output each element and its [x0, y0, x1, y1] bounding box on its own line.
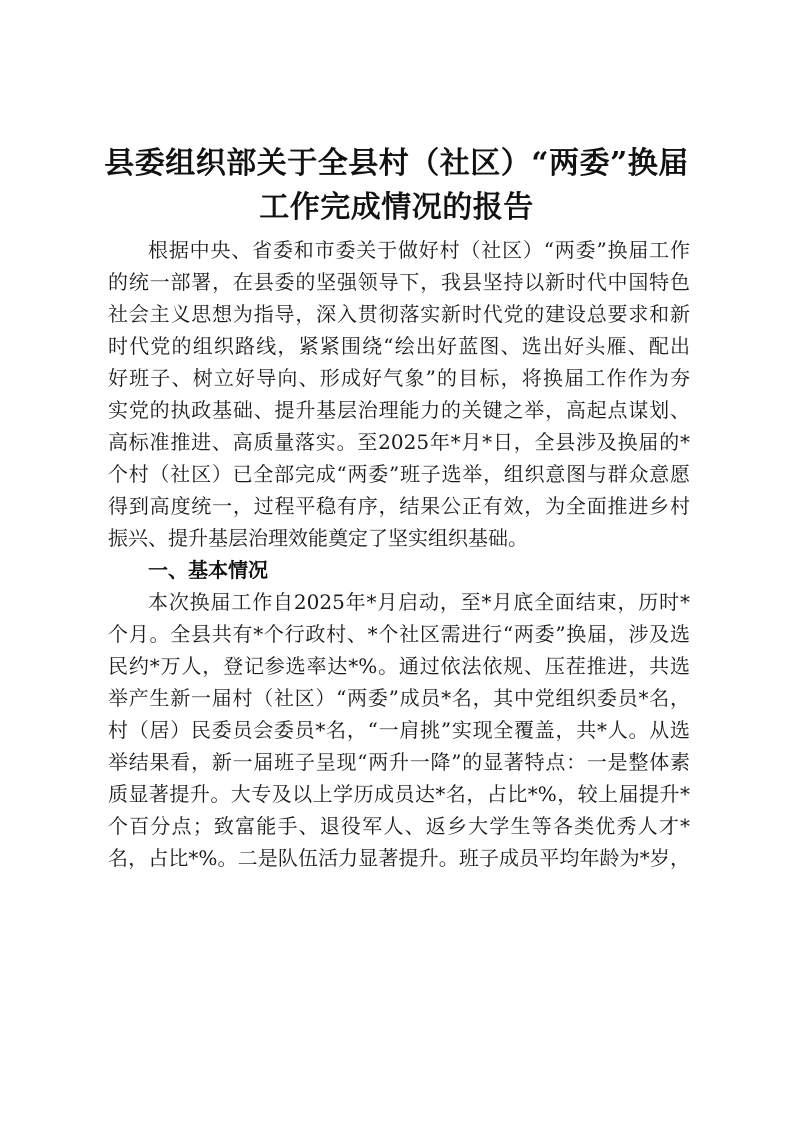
- section-line: 个月。全县共有*个行政村、*个社区需进行“两委”换届，涉及选: [108, 622, 690, 646]
- intro-line: 社会主义思想为指导，深入贯彻落实新时代党的建设总要求和新: [108, 302, 690, 326]
- intro-line: 振兴、提升基层治理效能奠定了坚实组织基础。: [108, 526, 528, 550]
- intro-line: 高标准推进、高质量落实。至2025年*月*日，全县涉及换届的*: [108, 430, 690, 454]
- intro-line: 实党的执政基础、提升基层治理能力的关键之举，高起点谋划、: [108, 398, 690, 422]
- intro-line: 个村（社区）已全部完成“两委”班子选举，组织意图与群众意愿: [108, 462, 690, 486]
- section-line: 个百分点；致富能手、退役军人、返乡大学生等各类优秀人才*: [108, 814, 690, 838]
- intro-line: 根据中央、省委和市委关于做好村（社区）“两委”换届工作: [148, 238, 690, 262]
- intro-line: 时代党的组织路线，紧紧围绕“绘出好蓝图、选出好头雁、配出: [108, 334, 690, 358]
- section-line: 质显著提升。大专及以上学历成员达*名，占比*%，较上届提升*: [108, 782, 690, 806]
- section-line: 本次换届工作自2025年*月启动，至*月底全面结束，历时*: [148, 590, 690, 614]
- section-line: 村（居）民委员会委员*名，“一肩挑”实现全覆盖，共*人。从选: [108, 718, 690, 742]
- section-line: 举结果看，新一届班子呈现“两升一降”的显著特点：一是整体素: [108, 750, 690, 774]
- intro-line: 好班子、树立好导向、形成好气象”的目标，将换届工作作为夯: [108, 366, 690, 390]
- section-line: 举产生新一届村（社区）“两委”成员*名，其中党组织委员*名，: [108, 686, 690, 710]
- intro-line: 得到高度统一，过程平稳有序，结果公正有效，为全面推进乡村: [108, 494, 690, 518]
- document-title-line-1: 县委组织部关于全县村（社区）“两委”换届: [104, 146, 689, 181]
- section-line: 民约*万人，登记参选率达*%。通过依法依规、压茬推进，共选: [108, 654, 690, 678]
- intro-line: 的统一部署，在县委的坚强领导下，我县坚持以新时代中国特色: [108, 270, 690, 294]
- section-line: 名，占比*%。二是队伍活力显著提升。班子成员平均年龄为*岁，: [108, 846, 690, 870]
- document-title-line-2: 工作完成情况的报告: [259, 190, 534, 225]
- section-heading: 一、基本情况: [148, 558, 268, 582]
